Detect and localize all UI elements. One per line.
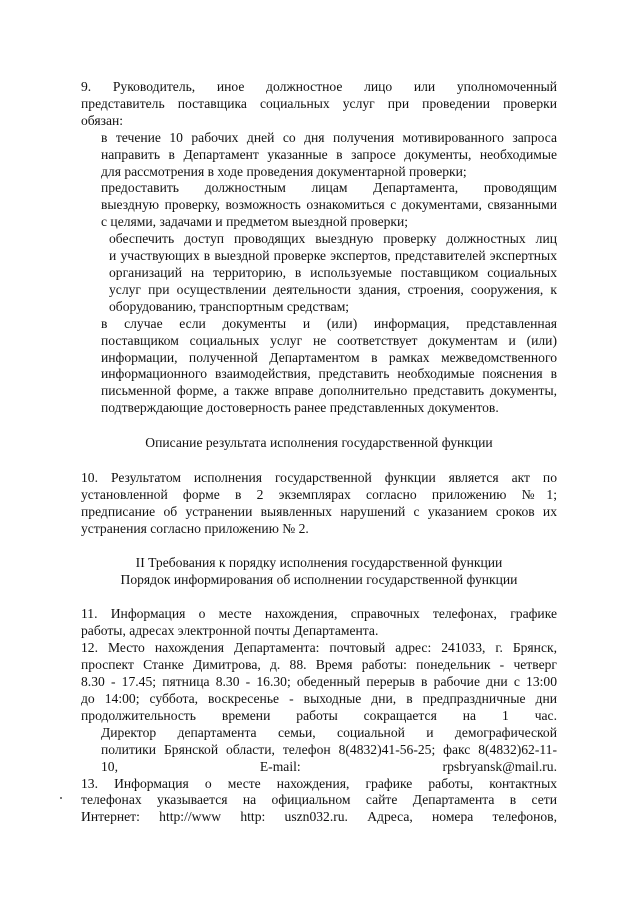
section-2-heading (81, 555, 557, 589)
text-line: предоставить должностным лицам Департамента, проводящим (101, 180, 557, 196)
text-line: выездную проверку, возможность ознакомиться с документами, связанными (101, 197, 557, 213)
text-line: обязан: (81, 112, 124, 128)
paragraph-9-intro (81, 79, 557, 130)
text-line: работы, адресах электронной почты Департамента. (81, 623, 379, 639)
text-line: до 14:00; суббота, воскресенье - выходные дни, в предпраздничные дни (81, 691, 557, 706)
paragraph-12 (81, 640, 557, 725)
text-line: телефонах указывается на официальном сайте Департамента в сети (81, 792, 557, 808)
text-line: 13. Информация о месте нахождения, графике работы, контактных (81, 775, 557, 791)
section-2-heading-line-2: Порядок информирования об исполнении государственной функции (120, 571, 518, 587)
text-line: 9. Руководитель, иное должностное лицо или уполномоченный (81, 79, 557, 94)
text-line: 8.30 - 17.45; пятница 8.30 - 16.30; обеденный перерыв в рабочие дни с 13:00 (81, 674, 557, 690)
section-2-heading-line-1: II Требования к порядку исполнения государственной функции (135, 554, 503, 570)
paragraph-9-item-3 (81, 231, 557, 316)
paragraph-9-item-2 (81, 180, 557, 231)
text-line: 11. Информация о месте нахождения, справочных телефонах, графике (81, 606, 557, 622)
scan-speck (60, 797, 62, 799)
paragraph-9-item-1 (81, 130, 557, 181)
paragraph-11 (81, 606, 557, 640)
text-line: поставщиком социальных услуг не соответствует документам и (или) (101, 332, 557, 348)
text-line: 10. Результатом исполнения государственной функции является акт по (81, 470, 557, 486)
text-line: письменной форме, а также вправе дополнительно представить документы, (101, 383, 557, 399)
text-line: обеспечить доступ проводящих выездную проверку должностных лиц (109, 231, 557, 247)
text-line: оборудованию, транспортным средствам; (109, 298, 350, 314)
text-line: организаций на территорию, в используемые поставщиком социальных (109, 264, 557, 280)
paragraph-director-contacts (81, 725, 557, 776)
text-line: для рассмотрения в ходе проведения документарной проверки; (101, 163, 467, 179)
text-line: и участвующих в выездной проверке экспертов, представителей экспертных (109, 248, 557, 264)
text-line: устранения согласно приложению № 2. (81, 520, 309, 536)
paragraph-10 (81, 470, 557, 538)
paragraph-9-item-4 (81, 316, 557, 417)
text-line: продолжительность времени работы сокращается на 1 час. (81, 707, 557, 723)
text-line: в течение 10 рабочих дней со дня получения мотивированного запроса (101, 129, 557, 145)
text-line: установленной форме в 2 экземплярах согласно приложению №1; (81, 486, 557, 502)
text-line: представитель поставщика социальных услуг при проведении проверки (81, 95, 557, 111)
text-line: с целями, задачами и предметом выездной проверки; (101, 214, 409, 230)
text-line: 10, E-mail: rpsbryansk@mail.ru. (101, 758, 557, 774)
text-line: проспект Станке Димитрова, д. 88. Время работы: понедельник - четверг (81, 657, 557, 673)
text-line: подтверждающие достоверность ранее представленных документов. (101, 400, 499, 416)
text-line: политики Брянской области, телефон 8(4832)41-56-25; факс 8(4832)62-11- (101, 741, 557, 757)
text-line: Директор департамента семьи, социальной и демографической (101, 724, 557, 740)
text-line: в случае если документы и (или) информация, представленная (101, 315, 557, 331)
section-heading-result: Описание результата исполнения государственной функции (145, 435, 493, 451)
text-line: услуг при осуществлении деятельности здания, строения, сооружения, к (109, 281, 557, 297)
text-line: Интернет: http://www http: uszn032.ru. Адреса, номера телефонов, (81, 809, 557, 825)
paragraph-13 (81, 776, 557, 827)
text-line: 12. Место нахождения Департамента: почтовый адрес: 241033, г. Брянск, (81, 640, 557, 656)
text-line: предписание об устранении выявленных нарушений с указанием сроков их (81, 503, 557, 519)
text-line: направить в Департамент указанные в запросе документы, необходимые (101, 146, 557, 162)
text-line: информационного взаимодействия, представить необходимые пояснения в (101, 366, 557, 382)
text-line: информации, полученной Департаментом в рамках межведомственного (101, 349, 557, 365)
document-body (81, 79, 557, 826)
